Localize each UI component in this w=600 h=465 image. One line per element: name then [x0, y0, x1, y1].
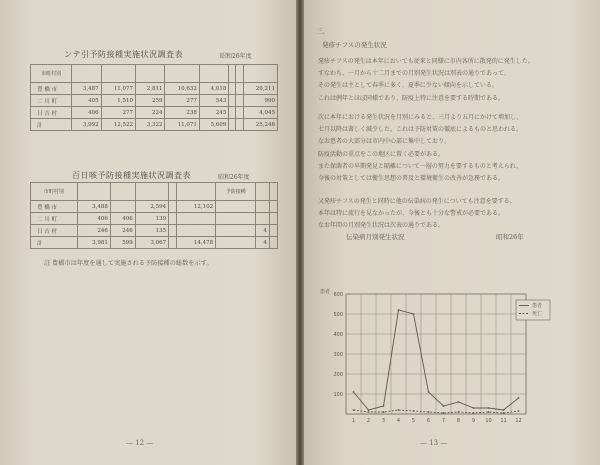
table-cell: 3,981: [77, 237, 110, 249]
table-column-header: [169, 183, 177, 201]
data-point: [383, 411, 385, 413]
table-row-label: 豊 橋 市: [31, 83, 72, 95]
table-cell: 406: [72, 107, 101, 119]
table-cell: [216, 201, 256, 213]
table-cell: [229, 83, 236, 95]
table-cell: 259: [136, 95, 165, 107]
table-cell: [236, 83, 243, 95]
table-cell: [269, 237, 277, 249]
legend-label: 死亡: [532, 311, 543, 317]
table-cell: 3,992: [72, 119, 101, 131]
table-column-header: 予防接種: [216, 183, 256, 201]
table-cell: 405: [72, 95, 101, 107]
table-row-label: 日 吉 村: [31, 107, 72, 119]
table-cell: 12,522: [101, 119, 135, 131]
table-cell: 245: [199, 107, 228, 119]
table-cell: [177, 213, 216, 225]
table-cell: 4,018: [199, 83, 228, 95]
table-cell: 4: [256, 225, 270, 237]
table-footnote: 註 豊橋市は年度を通して実施される予防接種の総数を示す。: [44, 260, 213, 267]
data-point: [413, 313, 415, 315]
chart-year: 昭和26年: [496, 233, 524, 241]
monthly-cases-chart: [316, 286, 566, 436]
table-cell: 3,322: [136, 119, 165, 131]
table-row-label: 計: [31, 237, 78, 249]
table-cell: [177, 225, 216, 237]
left-page-number: — 12 —: [126, 439, 154, 447]
table-cell: 3,067: [135, 237, 168, 249]
table-cell: 599: [110, 237, 135, 249]
table-corner-header: 市町村別: [31, 65, 72, 83]
paragraph-line: 又発疹チフスの発生と同時に他の伝染病の発生についても注意を要する。: [318, 198, 516, 205]
table-column-header: [72, 65, 101, 83]
data-point: [488, 407, 490, 409]
table-cell: 135: [135, 225, 168, 237]
y-tick-label: 600: [333, 292, 343, 298]
table-column-header: [229, 65, 236, 83]
x-tick-label: 3: [381, 418, 386, 424]
y-tick-label: 400: [333, 332, 343, 338]
table-column-header: [199, 65, 228, 83]
data-point: [473, 412, 475, 414]
table-cell: 10,632: [165, 83, 199, 95]
x-tick-label: 1: [351, 418, 356, 424]
table-column-header: [136, 65, 165, 83]
table-cell: 238: [165, 107, 199, 119]
paragraph-line: すなわち、一月から十二月までの月別発生状況は別表の通りであって、: [318, 70, 510, 78]
table-row-label: 二 川 町: [31, 213, 78, 225]
x-tick-label: 12: [515, 418, 522, 424]
table-row: [31, 107, 278, 119]
table-column-header: [77, 183, 110, 201]
paragraph-line: 次に本年における発生状況を月別にみると、三月より五月にかけて増加し、: [318, 114, 523, 121]
table-cell: 246: [77, 225, 110, 237]
paragraph-line: 七月以降は著しく減少した。これは予防対策の徹底によるものと思われる。: [318, 126, 523, 134]
section-number: 三、: [316, 27, 329, 35]
table-cell: 543: [199, 95, 228, 107]
paragraph-line: 本年は特に流行を見なかったが、今後とも十分な警戒が必要である。: [318, 210, 505, 218]
book-gutter: [296, 0, 304, 465]
paragraph-line: 発疹チフスの発生は本年においても従来と同様に市内各所に散発的に発生した。: [318, 58, 534, 65]
table-cell: 246: [110, 225, 135, 237]
data-point: [473, 407, 475, 409]
data-point: [398, 309, 400, 311]
paragraph-line: これは例年とほぼ同様であり、防疫上特に注意を要する時期である。: [318, 94, 505, 102]
data-point: [413, 410, 415, 412]
table-cell: 11,071: [165, 119, 199, 131]
table-cell: 2,811: [136, 83, 165, 95]
paragraph-line: 今後の対策としては衛生思想の普及と環境衛生の改善が急務である。: [318, 175, 505, 183]
x-tick-label: 4: [396, 418, 401, 424]
y-axis-label: 患者: [320, 289, 331, 295]
table-cell: 11,077: [101, 83, 135, 95]
table-column-header: [101, 65, 135, 83]
table-header-row: [31, 183, 278, 201]
x-tick-label: 9: [471, 418, 476, 424]
x-tick-label: 11: [500, 418, 507, 424]
table-column-header: [135, 183, 168, 201]
table-cell: [229, 107, 236, 119]
data-point: [518, 410, 520, 412]
data-point: [428, 411, 430, 413]
data-point: [503, 409, 505, 411]
y-tick-label: 100: [333, 392, 343, 398]
table-row-label: 豊 橋 市: [31, 201, 78, 213]
data-point: [353, 391, 355, 393]
table-cell: [169, 225, 177, 237]
paragraph-line: なお患者の大部分は市内中心部に集中しており、: [318, 138, 451, 146]
data-point: [428, 391, 430, 393]
chart-section-title: 伝染病月別発生状況: [346, 233, 405, 241]
table-row: [31, 95, 278, 107]
table-column-header: [165, 65, 199, 83]
table-column-header: [110, 183, 135, 201]
table-row: [31, 237, 278, 249]
table-cell: [269, 213, 277, 225]
table-cell: 406: [77, 213, 110, 225]
paragraph-line: また保菌者の早期発見と隔離について一層の努力を要するものと考えられ、: [318, 162, 523, 170]
table-cell: [169, 237, 177, 249]
legend-label: 患者: [532, 303, 543, 309]
table-cell: [236, 95, 243, 107]
table-cell: 14,478: [177, 237, 216, 249]
table-cell: 4: [256, 237, 270, 249]
table-cell: [216, 225, 256, 237]
data-point: [368, 411, 370, 413]
table-cell: [229, 119, 236, 131]
data-point: [443, 405, 445, 407]
table-cell: 3,487: [72, 83, 101, 95]
table-cell: 139: [135, 213, 168, 225]
paragraph-line: その発生は主として春季に多く、夏季に少ない傾向を示している。: [318, 82, 498, 90]
table1-date: 昭和26年度: [220, 53, 252, 60]
table-cell: 25,246: [243, 119, 277, 131]
table-cell: [269, 201, 277, 213]
table-cell: [236, 119, 243, 131]
table1-title: ンテ引予防接種実施状況調査表: [64, 50, 183, 59]
data-point: [383, 405, 385, 407]
table2-title: 百日咳予防接種実施状況調査表: [72, 171, 191, 180]
table-cell: 224: [136, 107, 165, 119]
table-row-label: 二 川 町: [31, 95, 72, 107]
data-point: [368, 409, 370, 411]
x-tick-label: 2: [366, 418, 371, 424]
table-cell: 277: [165, 95, 199, 107]
data-point: [398, 409, 400, 411]
table-row: [31, 83, 278, 95]
table-cell: 12,102: [177, 201, 216, 213]
x-tick-label: 5: [411, 418, 416, 424]
table-column-header: [269, 183, 277, 201]
data-point: [503, 412, 505, 414]
table-cell: 5,609: [199, 119, 228, 131]
section-heading: 発疹チフスの発生状況: [322, 41, 387, 49]
data-point: [443, 412, 445, 414]
y-tick-label: 200: [333, 372, 343, 378]
table-cell: 277: [101, 107, 135, 119]
table-cell: [110, 201, 135, 213]
x-tick-label: 10: [485, 418, 492, 424]
paragraph-2: [318, 112, 580, 185]
data-point: [458, 411, 460, 413]
table-row-label: 日 吉 村: [31, 225, 78, 237]
table-row: [31, 213, 278, 225]
table1: [30, 64, 278, 131]
y-tick-label: 300: [333, 352, 343, 358]
table-cell: 3,488: [77, 201, 110, 213]
table-column-header: [256, 183, 270, 201]
table-corner-header: 市町村別: [31, 183, 78, 201]
table-column-header: [243, 65, 277, 83]
right-page-number: — 13 —: [420, 439, 448, 447]
data-point: [488, 411, 490, 413]
table-cell: 4,045: [243, 107, 277, 119]
paragraph-line: なお年間の月別発生状況は次表の通りである。: [318, 222, 445, 230]
paragraph-1: [318, 56, 580, 105]
table-row: [31, 201, 278, 213]
table-column-header: [236, 65, 243, 83]
x-tick-label: 8: [456, 418, 461, 424]
data-point: [518, 397, 520, 399]
y-tick-label: 500: [333, 312, 343, 318]
data-point: [458, 401, 460, 403]
table-row: [31, 119, 278, 131]
table-cell: [229, 95, 236, 107]
table-row: [31, 225, 278, 237]
table-cell: [169, 213, 177, 225]
x-tick-label: 7: [441, 418, 446, 424]
table-cell: [269, 225, 277, 237]
table-row-label: 計: [31, 119, 72, 131]
table-column-header: [177, 183, 216, 201]
table-cell: [216, 237, 256, 249]
table-header-row: [31, 65, 278, 83]
paragraph-line: 防疫活動の重点をこの地区に置く必要がある。: [318, 150, 445, 158]
table-cell: [256, 213, 270, 225]
table-cell: [169, 201, 177, 213]
table2-date: 昭和26年度: [218, 174, 250, 181]
paragraph-3: [318, 196, 580, 233]
table-cell: [256, 201, 270, 213]
x-tick-label: 6: [426, 418, 431, 424]
table-cell: 990: [243, 95, 277, 107]
table-cell: 406: [110, 213, 135, 225]
table-cell: [216, 213, 256, 225]
table-cell: 2,594: [135, 201, 168, 213]
data-point: [353, 409, 355, 411]
table-cell: 20,211: [243, 83, 277, 95]
table-cell: [236, 107, 243, 119]
table-cell: 1,510: [101, 95, 135, 107]
table2: [30, 182, 278, 249]
